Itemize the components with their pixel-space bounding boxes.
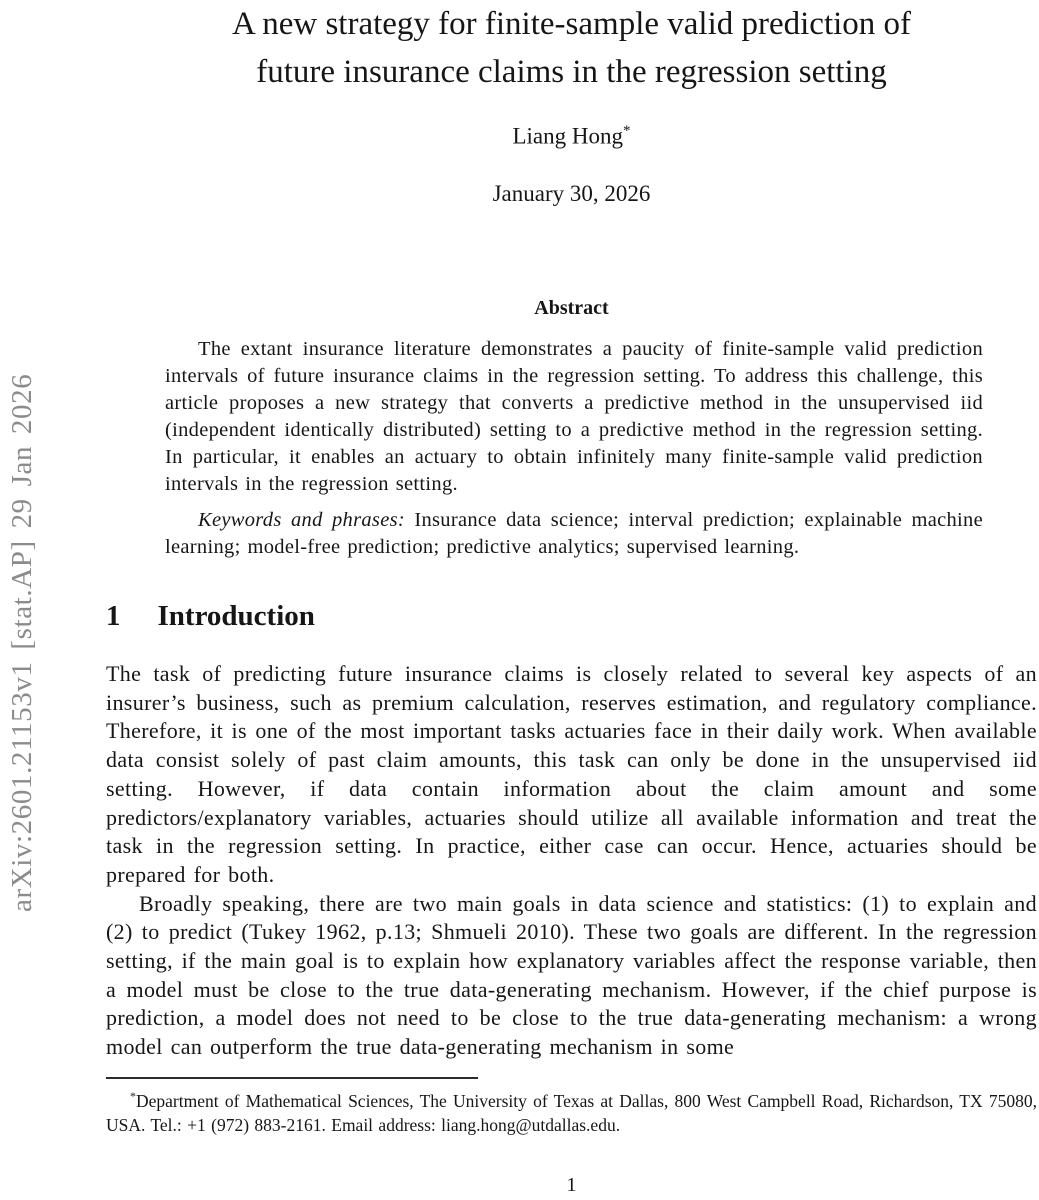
abstract-heading: Abstract — [534, 297, 609, 319]
keywords-label: Keywords and phrases: — [198, 509, 415, 531]
footnote-mark: * — [130, 1089, 136, 1103]
footnote — [106, 1084, 1037, 1138]
author-footnote-mark: * — [623, 123, 631, 139]
section-title: Introduction — [157, 600, 315, 632]
abstract-text: The extant insurance literature demonstrates a paucity of finite-sample valid prediction intervals of future insurance claims in the regression setting. To address this challenge, this article proposes a new strategy that converts a predictive method in the unsupervised iid (independent identically distributed) setting to a predictive method in the regression setting. In particular, it enables an actuary to obtain infinitely many finite-sample valid prediction intervals in the regression setting. — [165, 338, 983, 495]
paper-date: January 30, 2026 — [492, 181, 651, 206]
arxiv-watermark: arXiv:2601.21153v1 [stat.AP] 29 Jan 2026 — [6, 373, 38, 912]
keywords-text: Insurance data science; interval prediction; explainable machine learning; model-free prediction; predictive analytics; supervised learning. — [165, 509, 983, 558]
footnote-rule — [106, 1077, 478, 1079]
paper-title-line-1: A new strategy for finite-sample valid prediction of — [231, 6, 912, 42]
paper-title — [106, 0, 1037, 96]
section-heading-introduction — [106, 600, 1037, 633]
introduction-body — [106, 660, 1037, 1062]
intro-paragraph-1: The task of predicting future insurance claims is closely related to several key aspects of an insurer’s business, such as premium calculation, reserves estimation, and regulatory compliance. Therefore, it is one of the most important tasks actuaries face in their daily work. When available data consist solely of past claim amounts, this task can only be done in the unsupervised iid setting. However, if data contain information about the claim amount and some predictors/explanatory variables, actuaries should utilize all available information and treat the task in the regression setting. In practice, either case can occur. Hence, actuaries should be prepared for both. — [106, 661, 1037, 887]
author-line — [106, 123, 1037, 150]
footnote-text: Department of Mathematical Sciences, The University of Texas at Dallas, 800 West Campbell Road, Richardson, TX 75080, USA. Tel.: +1 (972) 883-2161. Email address: liang.hong@utdallas.edu. — [106, 1090, 1037, 1136]
keywords-line — [165, 507, 983, 561]
abstract-section — [165, 336, 983, 561]
section-number: 1 — [106, 600, 121, 632]
intro-paragraph-2: Broadly speaking, there are two main goals in data science and statistics: (1) to explain and (2) to predict (Tukey 1962, p.13; Shmueli 2010). These two goals are different. In the regression setting, if the main goal is to explain how explanatory variables affect the response variable, then a model must be close to the true data-generating mechanism. However, if the chief purpose is prediction, a model does not need to be close to the true data-generating mechanism: a wrong model can outperform the true data-generating mechanism in some — [106, 890, 1037, 1060]
page-number: 1 — [566, 1174, 577, 1196]
author-name: Liang Hong — [512, 123, 623, 149]
paper-title-line-2: future insurance claims in the regression setting — [256, 54, 887, 90]
